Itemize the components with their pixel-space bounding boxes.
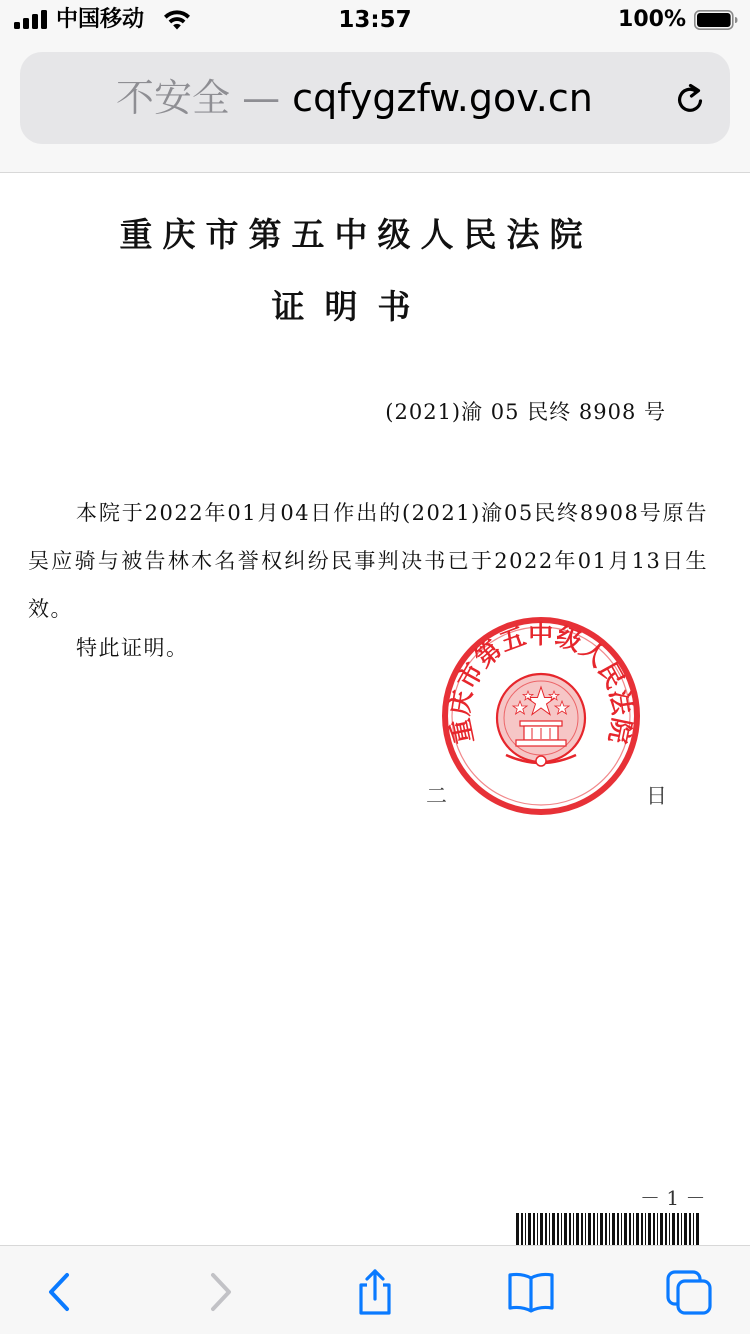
date-fragment-right: 日 [646,784,667,808]
status-time: 13:57 [338,7,412,33]
page-number: － 1 － [640,1186,706,1210]
address-text[interactable] [116,74,593,122]
battery-percent: 100% [618,7,686,32]
barcode-icon [516,1213,700,1245]
url-host: cqfygzfw.gov.cn [292,76,593,120]
date-fragment-left: 二 [426,784,447,808]
browser-toolbar [0,1245,750,1334]
court-seal-icon [440,615,642,817]
document-title: 证明书 [271,287,431,326]
reload-icon[interactable] [670,80,710,120]
browser-chrome [0,40,750,173]
document-body: 本院于2022年01月04日作出的(2021)渝05民终8908号原告吴应骑与被告林木名誉权纠纷民事判决书已于2022年01月13日生效。 [28,501,708,621]
tabs-icon[interactable] [664,1268,714,1316]
status-bar [0,0,750,40]
carrier-name: 中国移动 [56,7,145,32]
back-icon[interactable] [34,1268,84,1316]
document-page [0,173,750,1245]
address-bar[interactable] [20,52,730,144]
forward-icon[interactable] [196,1268,246,1316]
bookmarks-icon[interactable] [506,1268,556,1316]
certify-statement: 特此证明。 [76,636,189,660]
case-number: (2021)渝 05 民终 8908 号 [385,400,666,424]
security-indicator: 不安全 — [116,76,293,120]
share-icon[interactable] [350,1268,400,1316]
court-name: 重庆市第五中级人民法院 [119,215,593,254]
battery-icon [694,10,738,30]
seal-text: 重庆市第五中级人民法院 [445,619,637,747]
